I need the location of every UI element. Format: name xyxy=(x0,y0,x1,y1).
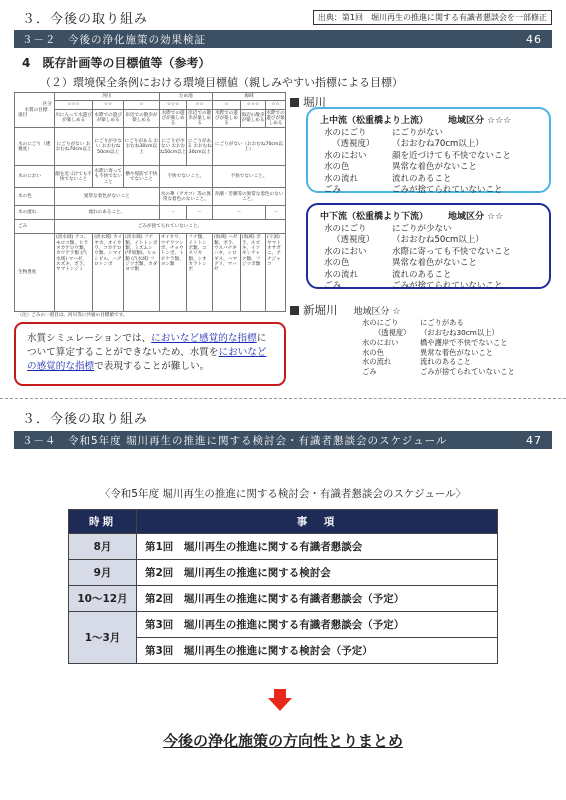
header-period: 時期 xyxy=(69,510,137,534)
slide-title-bar xyxy=(14,30,552,48)
table-row: 9月 第2回 堀川再生の推進に関する検討会 xyxy=(69,560,498,586)
list-item: （透視度） （おおむね50cm以上） xyxy=(332,235,484,246)
list-item: 水の色 異常な着色がないこと xyxy=(324,258,478,269)
group-pond: ため池 xyxy=(159,93,212,101)
upstream-title: 上中流（松重橋より上流） 地域区分 ☆☆☆ xyxy=(320,116,512,126)
callout-box: 水質シミュレーションでは、においなど感覚的な指標について算定することができないため、水質をにおいなどの感覚的な指標で表現することが難しい。 xyxy=(14,322,286,386)
downstream-box xyxy=(306,203,551,292)
list-item: 水のにごり にごりがない xyxy=(324,128,444,138)
list-item: 水のにおい 橋や護岸で不快でないこと xyxy=(362,337,508,347)
list-item: （透視度） （おおむね30cm以上） xyxy=(374,327,499,337)
schedule-table xyxy=(68,509,498,664)
corner-cell: 区分 水質の目標 項目 xyxy=(15,93,55,128)
conclusion-text: 今後の浄化施策の方向性とりまとめ xyxy=(162,732,403,750)
table-row: 水のにごり（透視度） にごりがない おおむね70cm以上 にごりが少ない おおむね50cm以上 にごりがある おおむね30cm以上 にごりが少ない おおむね50cm以上 にごりがある おおむね30cm以上 にごりがない（おおむね70cm以上） xyxy=(15,128,286,166)
heading: 4 既存計画等の目標値等（参考） xyxy=(22,56,211,70)
list-item: ごみ ごみが捨てられていないこと xyxy=(324,281,503,292)
desc-row: 川に入って水遊びが楽しめる 水際での遊びが楽しめる 岸辺での散歩が楽しめる 水際での遊びが楽しめる 岸辺での散歩が楽しめる 水際での遊びが楽しめる 海辺の散歩が楽しめる 水際での遊びが楽しめる xyxy=(55,110,285,127)
source-note: 出典：第1回 堀川再生の推進に関する有識者懇談会を一部修正 xyxy=(313,10,552,25)
list-item: 水の色 異常な着色がないこと xyxy=(362,347,493,357)
shinhorikawa-label: 新堀川 地域区分 ☆ xyxy=(290,302,400,318)
table-row: 水の流れ 流れのあること。 － － － － xyxy=(15,206,286,220)
list-item: ごみ ごみが捨てられていないこと xyxy=(324,185,503,196)
down-arrow-icon xyxy=(268,689,292,711)
table-note-row: （注）ごみの一項目は、河川等に共通の目標値です。 xyxy=(17,313,128,319)
table-row: 生物豊度 (淡水域) アユ、モロコ類、ヒラタカゲロウ類、カワゲラ類 (汽水域) マハゼ、スズキ、ボラ、ヤマトシジミ (淡水域) カイヤカ、オイカワ、コカゲロウ類、シマイシビル、ハグロトンボ (淡水域) フナ類、イトトンボ類、ミズムシ(甲殻類)、ヒル類 (汽水域) フジツボ類、カダヨウ類 オイカワ、ウチワツンボ、チョウトンボ、トビケラ類、ヨシ類 フナ類、イトトンボ類、ユスリカ類、シオカラトンボ (海域) ハゼ類、ボラ、ウスバナギハタ、シロギス、ハマグリ、マハゼ (海域) ボラ、スズキ、イソギンチャク類、フジツボ類 (干潟) ヤマトオサガニ、アナジャコ xyxy=(15,234,286,312)
table-row: 第3回 堀川再生の推進に関する検討会（予定） xyxy=(69,638,498,664)
page-number: 46 xyxy=(526,32,542,46)
square-bullet-icon xyxy=(290,98,299,107)
table-row: ごみ ごみが捨てられていないこと。 xyxy=(15,220,286,234)
list-item: 水のにごり にごりが少ない xyxy=(324,224,452,234)
list-item: 水のにおい 水際に寄っても不快でないこと xyxy=(324,246,512,257)
upstream-box xyxy=(306,107,551,196)
list-item: 水の流れ 流れのあること xyxy=(362,357,472,367)
schedule-header-row xyxy=(69,510,498,534)
table-row: 8月 第1回 堀川再生の推進に関する有識者懇談会 xyxy=(69,534,498,560)
list-item: 水の色 異常な着色がないこと xyxy=(324,162,478,173)
env-target-table xyxy=(14,92,286,320)
section-title: ３．今後の取り組み xyxy=(22,12,149,27)
stars-row: ☆☆☆ ☆☆ ☆ ☆☆☆ ☆☆ ☆ ☆☆☆ ☆☆ xyxy=(15,101,286,109)
horikawa-label: 堀川 xyxy=(290,94,326,110)
slide-title-bar xyxy=(14,431,552,449)
page-number: 47 xyxy=(526,433,542,447)
table-header-row xyxy=(15,93,286,101)
table-row: 水の色 異常な着色がないこと 水の華（アオコ）等の異常な着色のないこと。 赤潮・苦潮等の異常な着色のないこと。 xyxy=(15,188,286,206)
list-item: ごみ ごみが捨てられていないこと xyxy=(362,367,515,377)
section-title: ３．今後の取り組み xyxy=(22,412,149,427)
list-item: （透視度） （おおむね70cm以上） xyxy=(332,139,484,150)
list-item: 水の流れ 流れのあること xyxy=(324,269,452,280)
header-item: 事 項 xyxy=(137,510,498,534)
subheading: （２）環境保全条例における環境目標値（親しみやすい指標による目標） xyxy=(40,76,403,89)
table-row: 1～3月 第3回 堀川再生の推進に関する有識者懇談会（予定） xyxy=(69,612,498,638)
underlined-term: においなど感覚的な指標 xyxy=(151,333,257,344)
group-river: 河川 xyxy=(55,93,160,101)
list-item: 水のにごり にごりがある xyxy=(362,318,464,327)
table-row: 水のにおい 顔を近づけても不快でないこと 水際に寄っても不快でないこと 横や堤防で不快でないこと 不快でないこと。 不快でないこと。 xyxy=(15,166,286,188)
downstream-title: 中下流（松重橋より下流） 地域区分 ☆☆ xyxy=(320,212,504,222)
underlined-term: においなどの感覚的な指標 xyxy=(27,346,267,372)
slide-divider xyxy=(0,398,566,399)
slide-title: ３－２ 今後の浄化施策の効果検証 xyxy=(22,33,206,46)
list-item: 水の流れ 流れのあること xyxy=(324,173,452,184)
slide-title: ３－４ 令和5年度 堀川再生の推進に関する検討会・有識者懇談会のスケジュール xyxy=(22,434,448,447)
group-sea: 海域 xyxy=(212,93,285,101)
table-row: 10～12月 第2回 堀川再生の推進に関する有識者懇談会（予定） xyxy=(69,586,498,612)
list-item: 水のにおい 顔を近づけても不快でないこと xyxy=(324,150,512,161)
slide-47 xyxy=(0,400,566,800)
schedule-title: 〈令和5年度 堀川再生の推進に関する検討会・有識者懇談会のスケジュール〉 xyxy=(99,488,467,500)
shinhorikawa-list xyxy=(362,318,515,377)
square-bullet-icon xyxy=(290,306,299,315)
